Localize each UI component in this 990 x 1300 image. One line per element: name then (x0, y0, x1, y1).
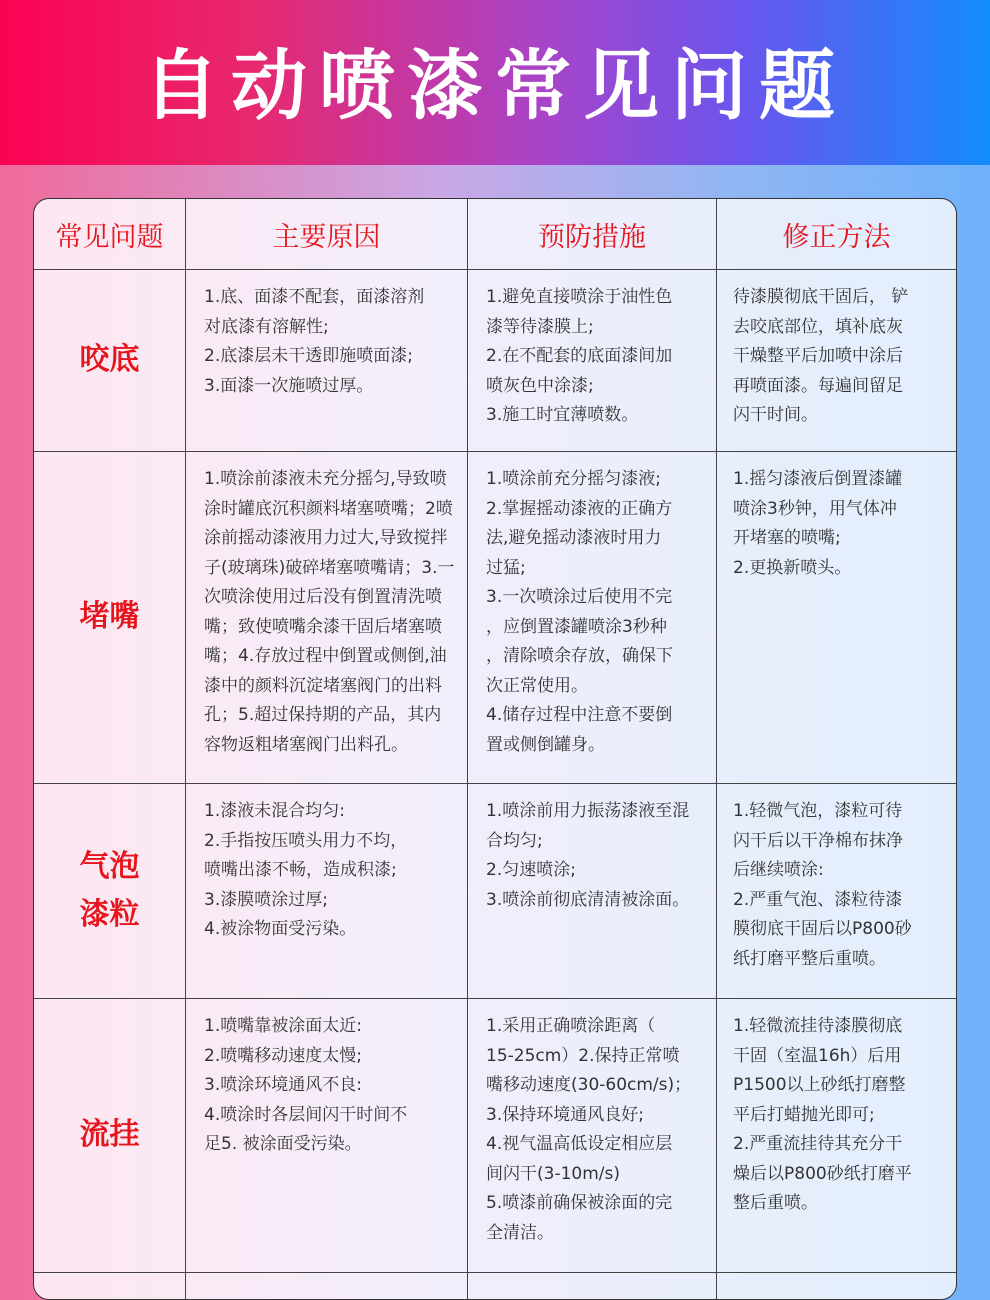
text-line: 再喷面漆。每遍间留足 (733, 375, 903, 396)
header-fix: 修正方法 (782, 221, 891, 253)
text-line: 2.严重流挂待其充分干 (733, 1134, 903, 1154)
table-row-partial (34, 1272, 956, 1300)
text-line: 1.喷嘴靠被涂面太近: (204, 1016, 362, 1036)
cause-cell (186, 451, 468, 783)
header-prevention: 预防措施 (468, 199, 717, 269)
text-line: 平后打蜡抛光即可; (733, 1104, 875, 1125)
text-line: 1.采用正确喷涂距离（ (486, 1016, 656, 1036)
problem-label: 流挂 (34, 998, 186, 1272)
text-line: ，应倒置漆罐喷涂3秒种 (486, 616, 667, 637)
text-line: 2.掌握摇动漆液的正确方 (486, 498, 673, 519)
text-line: 2.更换新喷头。 (733, 557, 852, 578)
text-line: 15-25cm）2.保持正常喷 (486, 1045, 680, 1066)
text-line: 涂时罐底沉积颜料堵塞喷嘴；2喷 (204, 498, 453, 519)
text-line: 过猛; (486, 557, 526, 578)
text-line: 待漆膜彻底干固后， 铲 (733, 287, 909, 307)
text-line: 3.面漆一次施喷过厚。 (204, 375, 374, 396)
text-line: 喷灰色中涂漆; (486, 375, 594, 396)
text-line: 法,避免摇动漆液时用力 (486, 528, 662, 548)
text-line: 2.匀速喷涂; (486, 860, 576, 880)
text-line: 间闪干(3-10m/s) (486, 1163, 620, 1184)
text-line: 5.喷漆前确保被涂面的完 (486, 1193, 673, 1213)
text-line: 3.保持环境通风良好; (486, 1104, 644, 1125)
text-line: 1.喷涂前漆液未充分摇匀,导致喷 (204, 469, 447, 489)
text-line: 孔；5.超过保持期的产品，其内 (204, 705, 442, 725)
table-header-row (34, 199, 956, 270)
text-line: 膜彻底干固后以P800砂 (733, 919, 912, 939)
text-line: 子(玻璃珠)破碎堵塞喷嘴请；3.一 (204, 557, 455, 578)
text-line: 对底漆有溶解性; (204, 316, 329, 337)
text-line: 涂前摇动漆液用力过大,导致搅拌 (204, 528, 448, 548)
text-line: 去咬底部位，填补底灰 (733, 316, 903, 337)
text-line: 全清洁。 (486, 1222, 554, 1243)
text-line: 4.被涂物面受污染。 (204, 919, 357, 939)
text-line: 2.底漆层未干透即施喷面漆; (204, 346, 413, 366)
cause-cell (186, 269, 468, 451)
text-line: ，清除喷余存放，确保下 (486, 646, 673, 666)
fix-cell (717, 269, 956, 451)
fix-cell (717, 998, 956, 1272)
text-line: 1.摇匀漆液后倒置漆罐 (733, 469, 903, 489)
text-line: 1.轻微流挂待漆膜彻底 (733, 1016, 903, 1036)
text-line: 4.视气温高低设定相应层 (486, 1134, 673, 1154)
text-line: 1.漆液未混合均匀: (204, 801, 345, 821)
text-line: 4.储存过程中注意不要倒 (486, 705, 673, 725)
text-line: 干燥整平后加喷中涂后 (733, 346, 903, 366)
text-line: 足5. 被涂面受污染。 (204, 1134, 362, 1154)
table-row (34, 269, 956, 452)
title-banner (0, 0, 990, 165)
problem-label: 堵嘴 (34, 451, 186, 783)
text-line: 喷嘴出漆不畅，造成积漆; (204, 860, 397, 880)
text-line: 置或侧倒罐身。 (486, 734, 605, 755)
text-line: 容物返粗堵塞阀门出料孔。 (204, 734, 408, 755)
problem-label: 咬底 (34, 269, 186, 451)
table-row (34, 998, 956, 1273)
text-line: 闪干后以干净棉布抹净 (733, 830, 903, 851)
text-line: 次喷涂使用过后没有倒置清洗喷 (204, 587, 442, 607)
text-line: 3.漆膜喷涂过厚; (204, 889, 328, 910)
text-line: 嘴；4.存放过程中倒置或侧倒,油 (204, 646, 447, 666)
text-line: 喷涂3秒钟，用气体冲 (733, 498, 897, 519)
fix-cell (717, 451, 956, 783)
text-line: P1500以上砂纸打磨整 (733, 1075, 906, 1095)
faq-table (33, 198, 957, 1300)
text-line: 4.喷涂时各层间闪干时间不 (204, 1104, 408, 1125)
text-line: 闪干时间。 (733, 405, 818, 425)
text-line: 1.避免直接喷涂于油性色 (486, 287, 673, 307)
text-line: 1.喷涂前用力振荡漆液至混 (486, 801, 690, 821)
text-line: 2.喷嘴移动速度太慢; (204, 1045, 362, 1066)
problem-label: 气泡 漆粒 (34, 783, 186, 998)
prevention-cell (468, 269, 717, 451)
header-cause: 主要原因 (186, 199, 468, 269)
text-line: 3.喷涂前彻底清清被涂面。 (486, 889, 690, 910)
text-line: 3.喷涂环境通风不良: (204, 1075, 362, 1095)
text-line: 3.一次喷涂过后使用不完 (486, 587, 673, 607)
prevention-cell (468, 783, 717, 998)
text-line: 开堵塞的喷嘴; (733, 528, 841, 548)
text-line: 1.喷涂前充分摇匀漆液; (486, 469, 661, 489)
text-line: 2.手指按压喷头用力不均， (204, 830, 408, 851)
text-line: 1.轻微气泡，漆粒可待 (733, 801, 903, 821)
table-row (34, 451, 956, 784)
text-line: 干固（室温16h）后用 (733, 1045, 902, 1066)
prevention-cell (468, 998, 717, 1272)
fix-cell (717, 783, 956, 998)
text-line: 整后重喷。 (733, 1193, 818, 1213)
text-line: 2.严重气泡、漆粒待漆 (733, 889, 903, 910)
text-line: 纸打磨平整后重喷。 (733, 948, 886, 969)
cause-cell (186, 998, 468, 1272)
text-line: 燥后以P800砂纸打磨平 (733, 1163, 912, 1184)
cause-cell (186, 783, 468, 998)
text-line: 2.在不配套的底面漆间加 (486, 346, 673, 366)
text-line: 漆中的颜料沉淀堵塞阀门的出料 (204, 675, 442, 696)
text-line: 嘴；致使喷嘴余漆干固后堵塞喷 (204, 616, 442, 637)
text-line: 次正常使用。 (486, 675, 588, 696)
page-title: 自动喷漆常见问题 (143, 41, 847, 130)
text-line: 3.施工时宜薄喷数。 (486, 405, 639, 425)
text-line: 嘴移动速度(30-60cm/s)； (486, 1075, 692, 1095)
text-line: 漆等待漆膜上; (486, 316, 594, 337)
text-line: 合均匀; (486, 830, 543, 851)
table-row (34, 783, 956, 999)
header-problem: 常见问题 (34, 199, 186, 269)
text-line: 1.底、面漆不配套，面漆溶剂 (204, 287, 425, 307)
text-line: 后继续喷涂: (733, 860, 824, 880)
prevention-cell (468, 451, 717, 783)
